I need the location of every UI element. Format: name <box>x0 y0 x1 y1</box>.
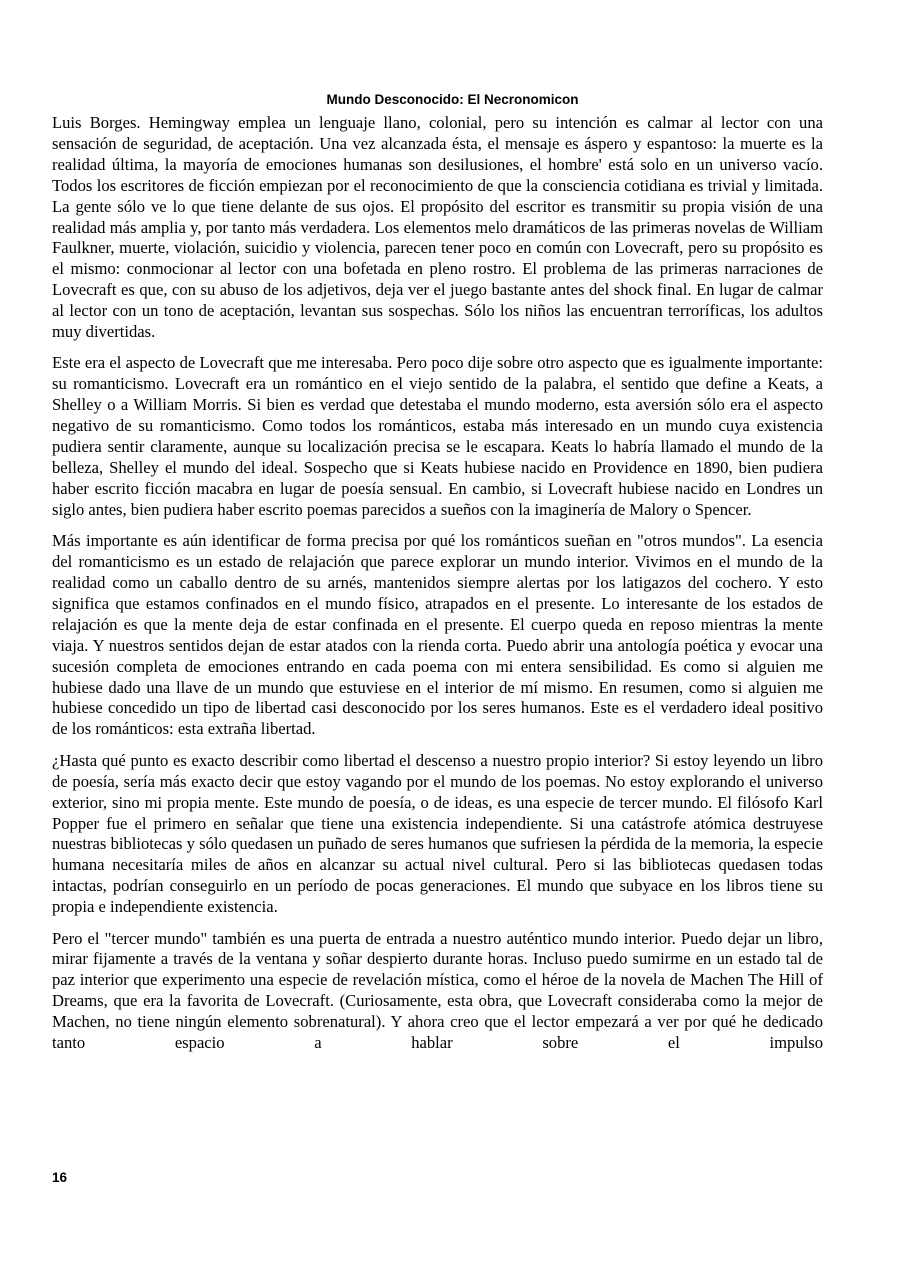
paragraph: Este era el aspecto de Lovecraft que me interesaba. Pero poco dije sobre otro aspecto que es igualmente importante: su romanticismo. Lovecraft era un romántico en el viejo sentido de la palabra, el sentido que define a Keats, a Shelley o a William Morris. Si bien es verdad que detestaba el mundo moderno, esta aversión sólo era el aspecto negativo de su romanticismo. Como todos los románticos, estaba más interesado en un mundo cuya existencia pudiera sentir claramente, aunque su localización precisa se le escapara. Keats lo habría llamado el mundo de la belleza, Shelley el mundo del ideal. Sospecho que si Keats hubiese nacido en Providence en 1890, bien pudiera haber escrito ficción macabra en lugar de poesía sensual. En cambio, si Lovecraft hubiese nacido en Londres un siglo antes, bien pudiera haber escrito poemas parecidos a sueños con la imaginería de Malory o Spencer. <box>52 353 823 519</box>
paragraph: ¿Hasta qué punto es exacto describir como libertad el descenso a nuestro propio interior? Si estoy leyendo un libro de poesía, sería más exacto decir que estoy vagando por el mundo de los poemas. No estoy explorando el universo exterior, sino mi propia mente. Este mundo de poesía, o de ideas, es una especie de tercer mundo. El filósofo Karl Popper fue el primero en señalar que tiene una existencia independiente. Si una catástrofe atómica destruyese nuestras bibliotecas y sólo quedasen un puñado de seres humanos que sufriesen la pérdida de la memoria, la especie humana necesitaría miles de años en alcanzar su actual nivel cultural. Pero si las bibliotecas quedasen todas intactas, podrían conseguirlo en un período de pocas generaciones. El mundo que subyace en los libros tiene su propia e independiente existencia. <box>52 750 823 917</box>
paragraph: Pero el "tercer mundo" también es una puerta de entrada a nuestro auténtico mundo interior. Puedo dejar un libro, mirar fijamente a través de la ventana y soñar despierto durante horas. Incluso puedo sumirme en un estado tal de paz interior que experimento una especie de revelación mística, como el héroe de la novela de Machen The Hill of Dreams, que era la favorita de Lovecraft. (Curiosamente, esta obra, que Lovecraft consideraba como la mejor de Machen, no tiene ningún elemento sobrenatural). Y ahora creo que el lector empezará a ver por qué he dedicado tanto espacio a hablar sobre el impulso <box>52 928 823 1053</box>
paragraph: Más importante es aún identificar de forma precisa por qué los románticos sueñan en "otros mundos". La esencia del romanticismo es un estado de relajación que parece explorar un mundo interior. Vivimos en el mundo de la realidad como un caballo dentro de su arnés, mantenidos siempre alertas por los latigazos del cochero. Y esto significa que estamos confinados en el mundo físico, atrapados en el presente. Lo interesante de los estados de relajación es que la mente deja de estar confinada en el presente. El cuerpo queda en reposo mientras la mente viaja. Y nuestros sentidos dejan de estar atados con la rienda corta. Puedo abrir una antología poética y evocar una sucesión completa de emociones entrando en cada poema con mi entera sensibilidad. Es como si alguien me hubiese dado una llave de un mundo que estuviese en el interior de mí mismo. En resumen, como si alguien me hubiese concedido un tipo de libertad casi desconocido por los seres humanos. Este es el verdadero ideal positivo de los románticos: esta extraña libertad. <box>52 531 823 739</box>
page-number: 16 <box>52 1170 68 1185</box>
running-header: Mundo Desconocido: El Necronomicon <box>326 92 579 107</box>
page-body <box>52 113 823 1064</box>
paragraph: Luis Borges. Hemingway emplea un lenguaje llano, colonial, pero su intención es calmar al lector con una sensación de seguridad, de aceptación. Una vez alcanzada ésta, el mensaje es áspero y espantoso: la muerte es la realidad última, la mayoría de emociones humanas son desilusiones, el hombre' está solo en un universo vacío. Todos los escritores de ficción empiezan por el reconocimiento de que la consciencia cotidiana es trivial y limitada. La gente sólo ve lo que tiene delante de sus ojos. El propósito del escritor es transmitir su propia visión de una realidad más amplia y, por tanto más verdadera. Los elementos melo dramáticos de las primeras novelas de William Faulkner, muerte, violación, suicidio y violencia, parecen tener poco en común con Lovecraft, pero su propósito es el mismo: conmocionar al lector con una bofetada en pleno rostro. El problema de las primeras narraciones de Lovecraft es que, con su abuso de los adjetivos, deja ver el juego bastante antes del shock final. En lugar de calmar al lector con un tono de aceptación, levantan sus sospechas. Sólo los niños las encuentran terroríficas, los adultos muy divertidas. <box>52 113 823 342</box>
